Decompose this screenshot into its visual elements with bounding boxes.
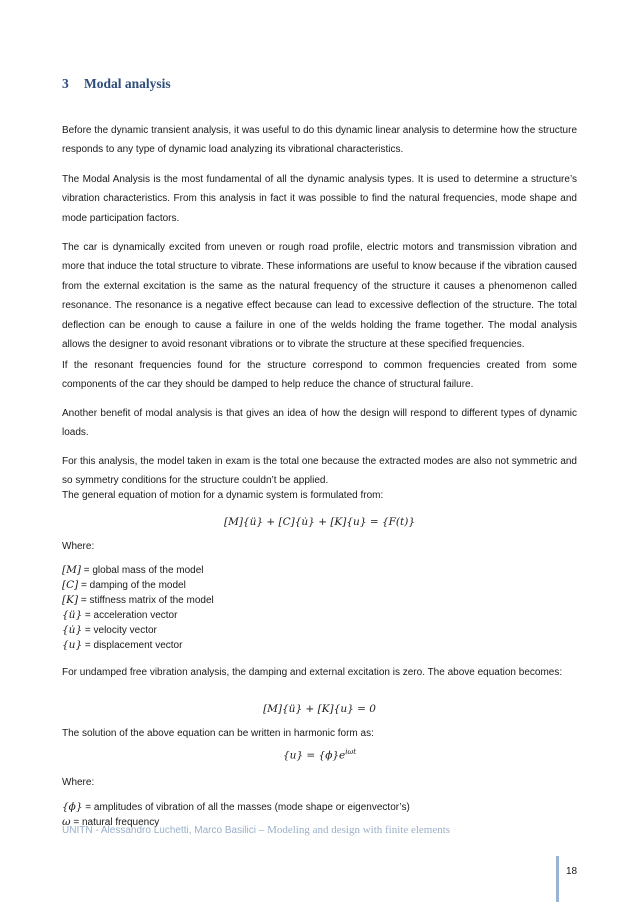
section-title: Modal analysis <box>84 76 171 91</box>
page-number: 18 <box>566 866 578 877</box>
where-label-2: Where: <box>62 777 95 788</box>
definition-symbol: {u} <box>62 639 83 651</box>
definition-symbol: [C] <box>62 579 79 591</box>
definition-text: = damping of the model <box>78 580 186 591</box>
footer-course: Modeling and design with finite elements <box>267 824 451 836</box>
definition-item <box>62 578 577 593</box>
definition-item <box>62 563 577 578</box>
paragraph-intro: Before the dynamic transient analysis, it was useful to do this dynamic linear analysis to determine how the structure responds to any type of dynamic load analyzing its vibrational characteristics. <box>62 125 577 156</box>
definition-symbol: {ϕ} <box>62 801 83 813</box>
definition-symbol: ω <box>62 816 71 828</box>
definition-symbol: {u̇} <box>62 624 83 636</box>
section-heading <box>62 76 577 92</box>
definition-list <box>62 563 577 653</box>
definition-symbol: [K] <box>62 594 79 606</box>
paragraph-benefit: Another benefit of modal analysis is that gives an idea of how the design will respond to different types of dynamic loads. <box>62 408 577 439</box>
definition-text: = natural frequency <box>70 817 160 828</box>
definition-item <box>62 593 577 608</box>
page-footer <box>62 824 542 836</box>
definition-text: = velocity vector <box>82 625 157 636</box>
definition-text: = amplitudes of vibration of all the masses (mode shape or eigenvector’s) <box>82 802 410 813</box>
paragraph-equation-intro: The general equation of motion for a dynamic system is formulated from: <box>62 490 384 501</box>
definition-text: = stiffness matrix of the model <box>78 595 214 606</box>
equation-harmonic-exponent: iωt <box>345 748 357 756</box>
paragraph-modal-analysis: The Modal Analysis is the most fundamental of all the dynamic analysis types. It is used to determine a structure’s vibration characteristics. From this analysis in fact it was possible to find the natural frequencies, mode shape and mode participation factors. <box>62 174 577 224</box>
definition-item <box>62 800 577 815</box>
section-number: 3 <box>62 76 69 91</box>
definition-text: = global mass of the model <box>80 565 204 576</box>
equation-harmonic <box>62 748 577 762</box>
definition-symbol: {ü} <box>62 609 83 621</box>
paragraph-solution: The solution of the above equation can be written in harmonic form as: <box>62 728 374 739</box>
equation-undamped: [M]{ü} + [K]{u} = 0 <box>263 703 376 715</box>
page-number-rule <box>556 856 559 902</box>
paragraph-model: For this analysis, the model taken in exam is the total one because the extracted modes are also not symmetric and so symmetry conditions for the structure couldn’t be applied. <box>62 456 577 487</box>
paragraph-undamped: For undamped free vibration analysis, the damping and external excitation is zero. The above equation becomes: <box>62 667 563 678</box>
equation-motion: [M]{ü} + [C]{u̇} + [K]{u} = {F(t)} <box>223 516 416 528</box>
where-label: Where: <box>62 541 95 552</box>
paragraph-resonant: If the resonant frequencies found for the structure correspond to common frequencies created from some components of the car they should be damped to help reduce the chance of structural failure. <box>62 360 577 391</box>
definition-symbol: [M] <box>62 564 81 576</box>
definition-item <box>62 608 577 623</box>
paragraph-excitation: The car is dynamically excited from uneven or rough road profile, electric motors and transmission vibration and more that induce the total structure to vibrate. These informations are useful to know because if the vibration caused from the external excitation is the same as the natural frequency of the structure it causes a phenomenon called resonance. The resonance is a negative effect because can lead to excessive deflection of the structure. The total deflection can be enough to cause a failure in one of the welds holding the frame together. The modal analysis allows the designer to avoid resonant vibrations or to vibrate the structure at these specified frequencies. <box>62 242 577 351</box>
definition-item <box>62 623 577 638</box>
definition-item <box>62 638 577 653</box>
equation-harmonic-lhs: {u} = {ϕ}e <box>282 749 346 762</box>
definition-text: = displacement vector <box>82 640 183 651</box>
footer-authors: UNITN - Alessandro Luchetti, Marco Basilici – <box>62 825 268 836</box>
definition-text: = acceleration vector <box>82 610 178 621</box>
